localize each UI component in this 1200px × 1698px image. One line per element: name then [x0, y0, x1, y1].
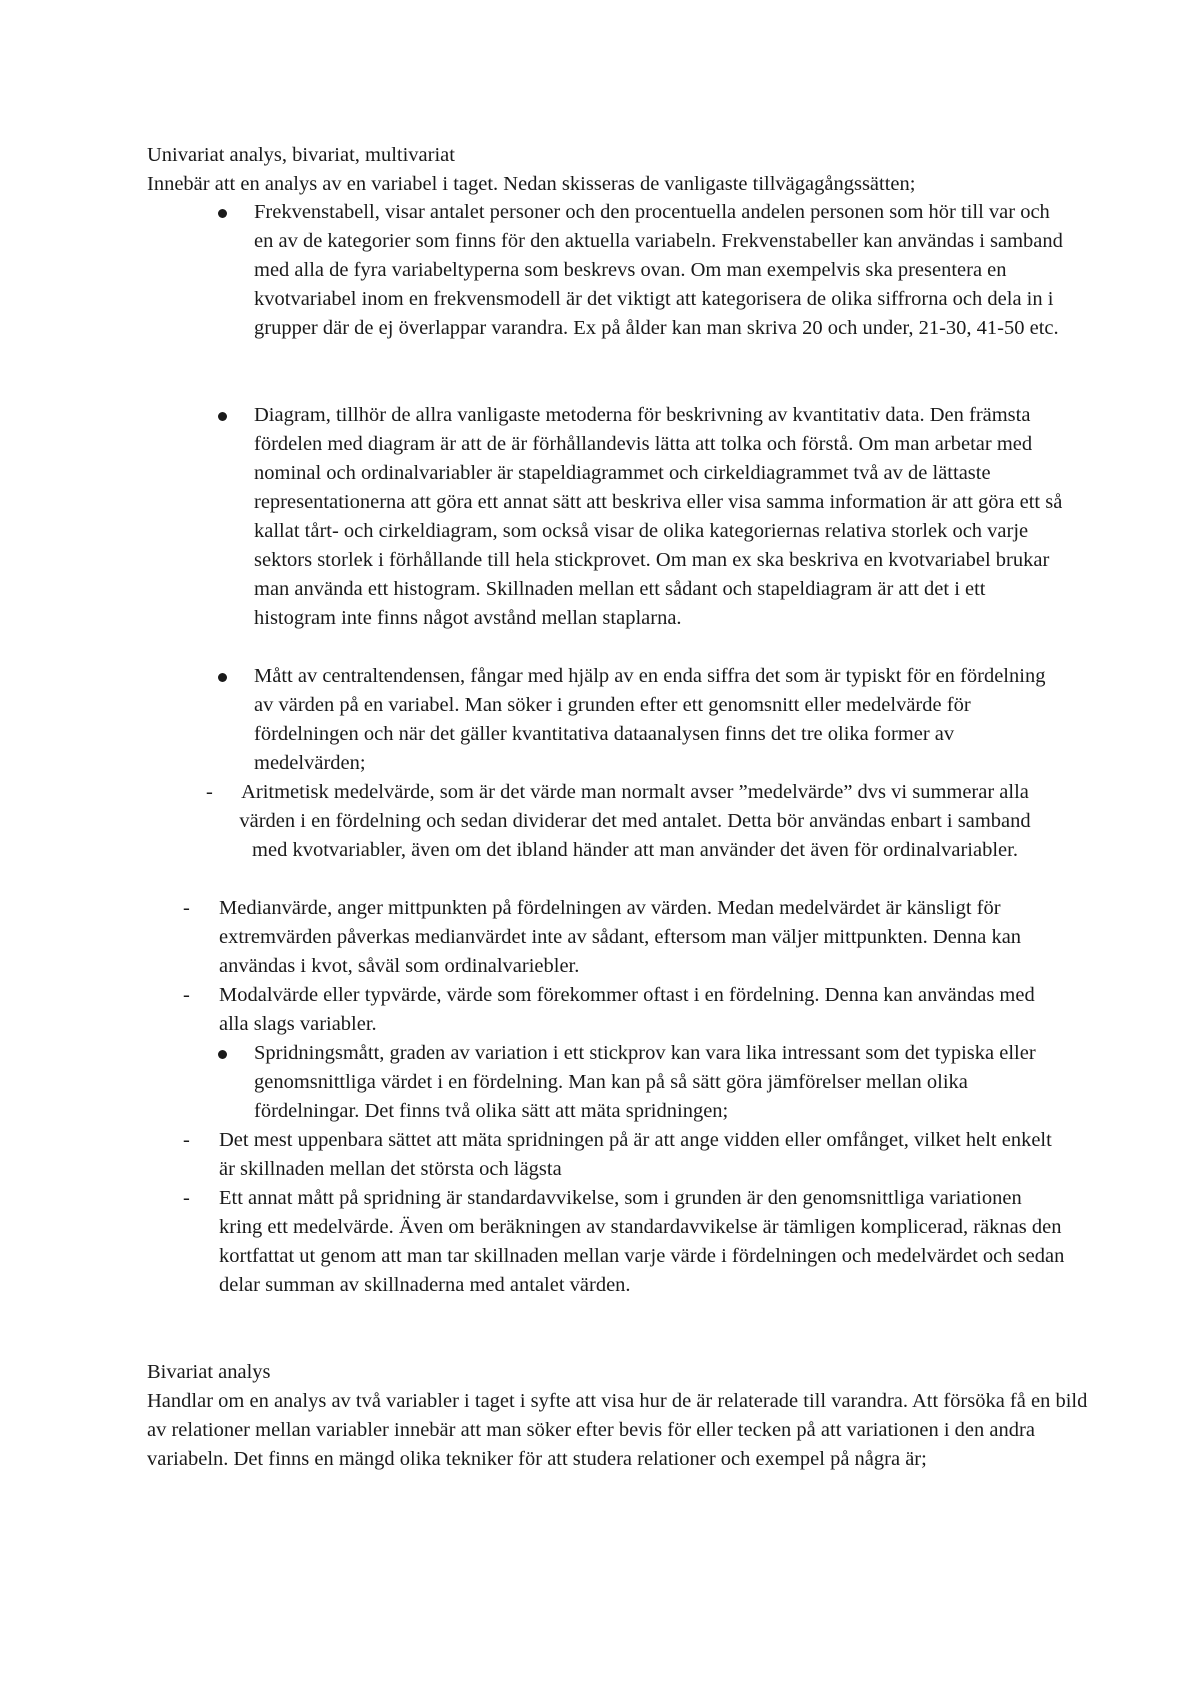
bullet-icon — [218, 1050, 227, 1059]
dash-marker: - — [183, 1187, 190, 1209]
section-title-bivariat: Bivariat analys — [147, 1361, 271, 1383]
dash-marker: - — [183, 897, 190, 919]
dash-medianvarde: Medianvärde, anger mittpunkten på fördelningen av värden. Medan medelvärdet är känsligt för extremvärden påverkas medianvärdet inte av sådant, eftersom man väljer mittpunkten. Denna kan användas i kvot, såväl som ordinalvariebler. — [219, 897, 1022, 977]
dash-aritmetisk-medelvarde: Aritmetisk medelvärde, som är det värde man normalt avser ”medelvärde” dvs vi summerar alla värden i en fördelning och sedan dividerar det med antalet. Detta bör användas enbart i samband med kvotvariabler, även om det ibland händer att man använder det även för ordinalvariabler. — [239, 781, 1031, 861]
dash-marker: - — [183, 984, 190, 1006]
bullet-icon — [218, 412, 227, 421]
bullet-diagram: Diagram, tillhör de allra vanligaste metoderna för beskrivning av kvantitativ data. Den främsta fördelen med diagram är att de är förhållandevis lätta att tolka och förstå. Om man arbetar med nominal och ordinalvariabler är stapeldiagrammet och cirkeldiagrammet två av de lättaste representationerna att göra ett annat sätt att beskriva eller visa samma information är att göra ett så kallat tårt- och cirkeldiagram, som också visar de olika kategoriernas relativa storlek och varje sektors storlek i förhållande till hela stickprovet. Om man ex ska beskriva en kvotvariabel brukar man använda ett histogram. Skillnaden mellan ett sådant och stapeldiagram är att det i ett histogram inte finns något avstånd mellan staplarna. — [254, 404, 1063, 629]
dash-vidden: Det mest uppenbara sättet att mäta spridningen på är att ange vidden eller omfånget, vilket helt enkelt är skillnaden mellan det största och lägsta — [219, 1129, 1052, 1180]
dash-marker: - — [183, 1129, 190, 1151]
bullet-frekvenstabell: Frekvenstabell, visar antalet personer och den procentuella andelen personen som hör till var och en av de kategorier som finns för den aktuella variabeln. Frekvenstabeller kan användas i samband med alla de fyra variabeltyperna som beskrevs ovan. Om man exempelvis ska presentera en kvotvariabel inom en frekvensmodell är det viktigt att kategorisera de olika siffrorna och dela in i grupper där de ej överlappar varandra. Ex på ålder kan man skriva 20 och under, 21-30, 41-50 etc. — [254, 201, 1063, 339]
intro-paragraph: Innebär att en analys av en variabel i taget. Nedan skisseras de vanligaste tillvägagångssätten; — [147, 173, 916, 195]
bullet-centraltendens: Mått av centraltendensen, fångar med hjälp av en enda siffra det som är typiskt för en fördelning av värden på en variabel. Man söker i grunden efter ett genomsnitt eller medelvärde för fördelningen och när det gäller kvantitativa dataanalysen finns det tre olika former av medelvärden; — [254, 665, 1046, 774]
bullet-icon — [218, 673, 227, 682]
bivariat-paragraph: Handlar om en analys av två variabler i taget i syfte att visa hur de är relaterade till varandra. Att försöka få en bild av relationer mellan variabler innebär att man söker efter bevis för eller tecken på att variationen i den andra variabeln. Det finns en mängd olika tekniker för att studera relationer och exempel på några är; — [147, 1390, 1088, 1470]
dash-modalvarde: Modalvärde eller typvärde, värde som förekommer oftast i en fördelning. Denna kan användas med alla slags variabler. — [219, 984, 1035, 1035]
dash-marker: - — [206, 781, 213, 803]
section-title-univariat: Univariat analys, bivariat, multivariat — [147, 144, 455, 166]
bullet-icon — [218, 209, 227, 218]
bullet-spridningsmatt: Spridningsmått, graden av variation i ett stickprov kan vara lika intressant som det typiska eller genomsnittliga värdet i en fördelning. Man kan på så sätt göra jämförelser mellan olika fördelningar. Det finns två olika sätt att mäta spridningen; — [254, 1042, 1036, 1122]
dash-standardavvikelse: Ett annat mått på spridning är standardavvikelse, som i grunden är den genomsnittliga variationen kring ett medelvärde. Även om beräkningen av standardavvikelse är tämligen komplicerad, räknas den kortfattat ut genom att man tar skillnaden mellan varje värde i fördelningen och medelvärdet och sedan delar summan av skillnaderna med antalet värden. — [219, 1187, 1065, 1296]
